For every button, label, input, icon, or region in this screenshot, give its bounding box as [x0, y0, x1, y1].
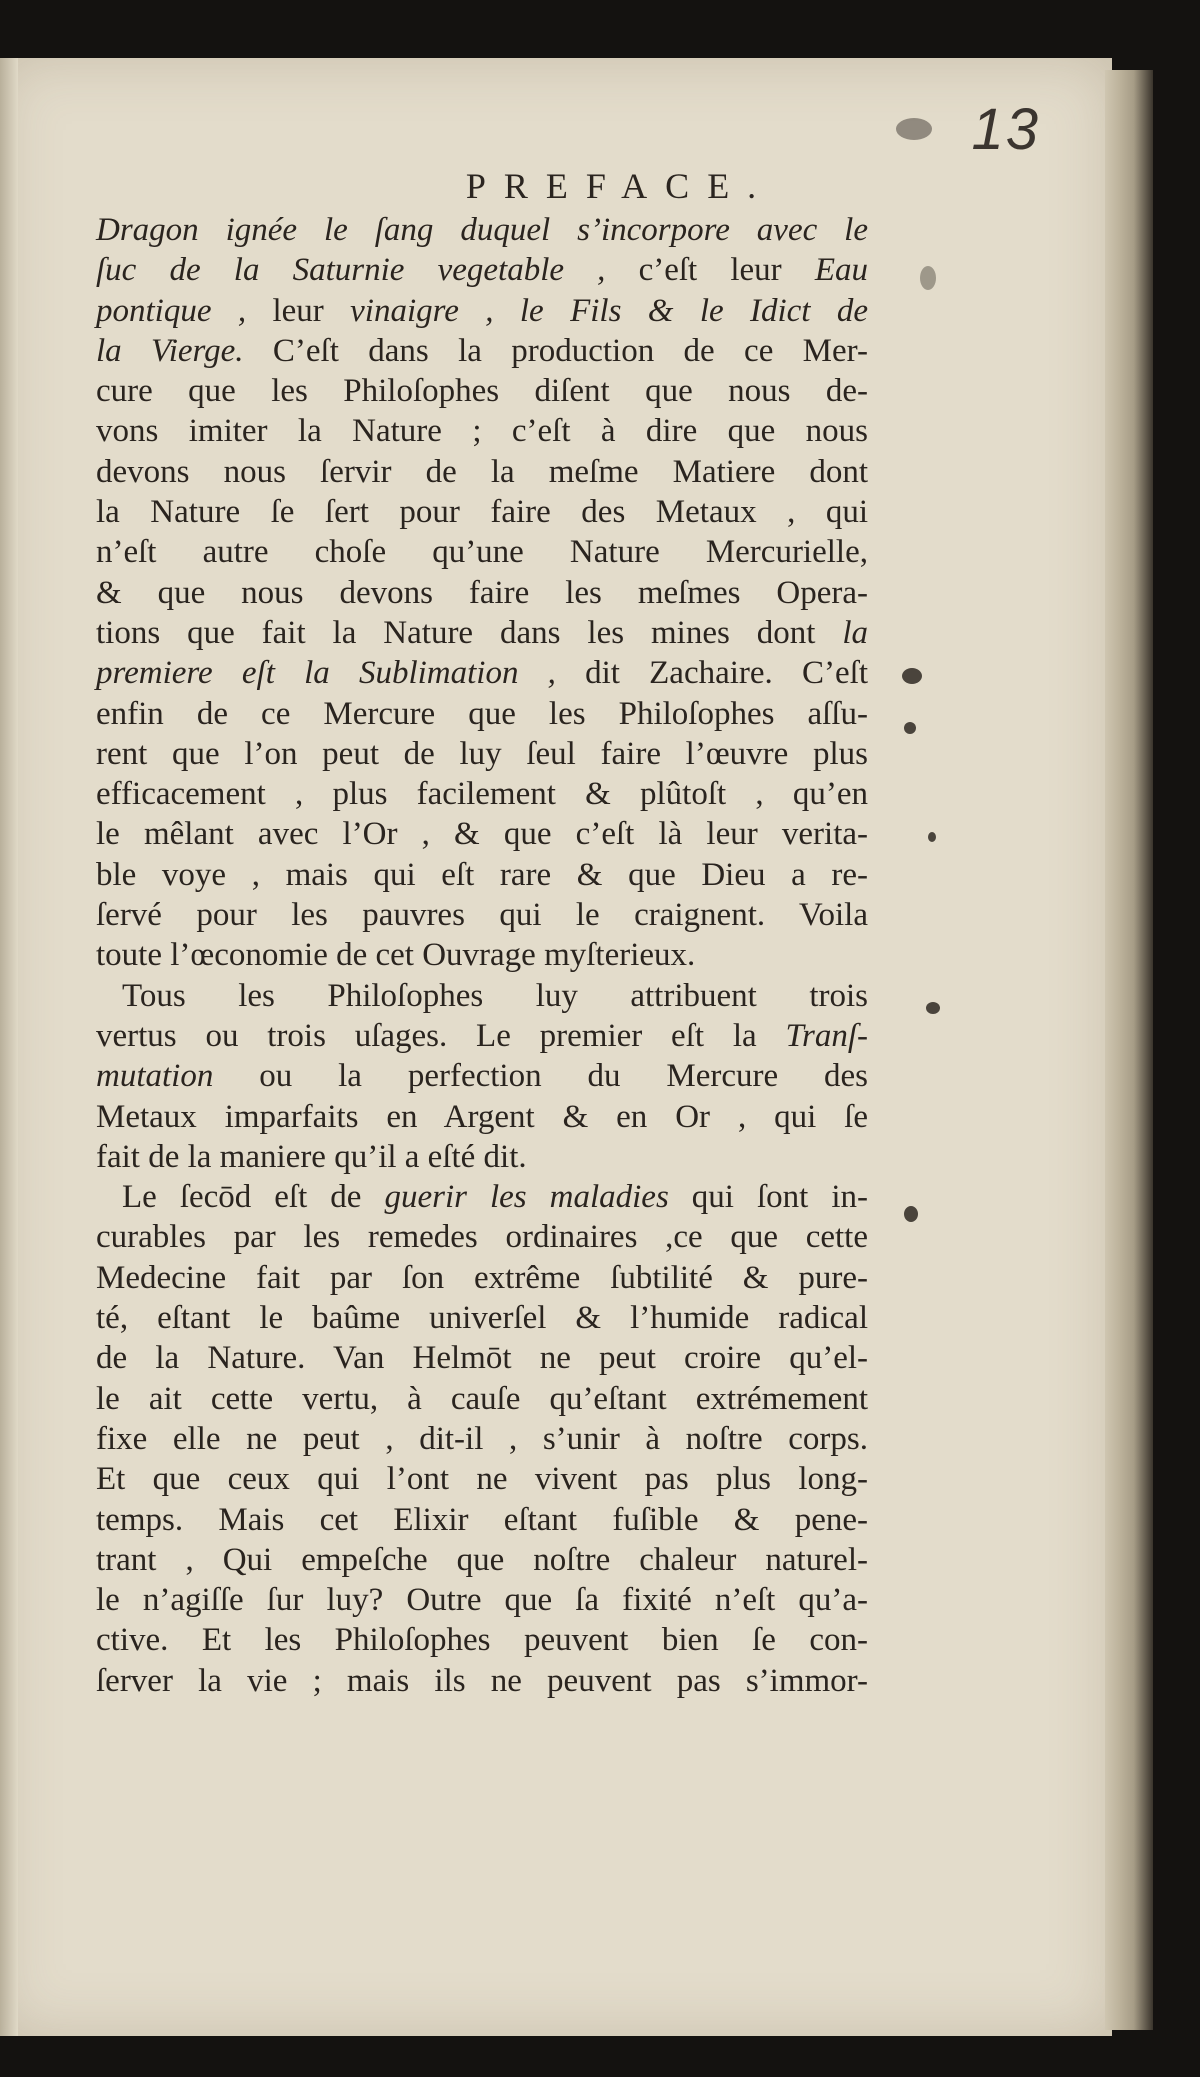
- roman-run: dit Zachaire. C’eſt: [555, 655, 868, 692]
- roman-run: rent que l’on peut de luy ſeul faire l’œuvre plus: [96, 735, 868, 772]
- body-text: [96, 210, 868, 1701]
- roman-run: la Nature ſe ſert pour faire des Metaux , qui: [96, 494, 868, 531]
- page-edge: [1105, 70, 1153, 2030]
- page-number: 13: [971, 97, 1040, 162]
- text-line: [96, 895, 868, 935]
- italic-run: la Vierge.: [96, 332, 244, 369]
- text-line: [96, 613, 868, 653]
- text-line: [96, 250, 868, 290]
- roman-run: ſerver la vie ; mais ils ne peuvent pas s’immor-: [96, 1662, 868, 1699]
- text-line: [96, 694, 868, 734]
- text-line: [96, 1258, 868, 1298]
- roman-run: leur: [246, 292, 351, 329]
- italic-run: mutation: [96, 1058, 214, 1095]
- margin-spot: [928, 832, 936, 842]
- italic-run: guerir les maladies: [384, 1179, 669, 1216]
- text-line: [96, 1620, 868, 1660]
- text-line: [96, 1097, 868, 1137]
- roman-run: toute l’œconomie de cet Ouvrage myſterieux.: [96, 937, 696, 974]
- text-line: [96, 210, 868, 250]
- text-line: [96, 573, 868, 613]
- text-line: [96, 976, 868, 1016]
- roman-run: Medecine fait par ſon extrême ſubtilité & pure-: [96, 1259, 868, 1296]
- roman-run: de la Nature. Van Helmōt ne peut croire qu’el-: [96, 1340, 868, 1377]
- roman-run: vons imiter la Nature ; c’eſt à dire que nous: [96, 413, 868, 450]
- roman-run: enfin de ce Mercure que les Philoſophes aſſu-: [96, 695, 868, 732]
- roman-run: Metaux imparfaits en Argent & en Or , qui ſe: [96, 1098, 868, 1135]
- roman-run: C’eſt dans la production de ce Mer-: [243, 332, 868, 369]
- text-line: [96, 371, 868, 411]
- text-line: [96, 1580, 868, 1620]
- italic-run: premiere eſt la Sublimation ,: [96, 655, 556, 692]
- roman-run: efficacement , plus facilement & plûtoſt , qu’en: [96, 776, 868, 813]
- italic-run: vinaigre , le Fils & le Idict de: [350, 292, 868, 329]
- text-line: [96, 1379, 868, 1419]
- ink-mark-icon: [896, 118, 932, 140]
- roman-run: fixe elle ne peut , dit-il , s’unir à noſtre corps.: [96, 1420, 868, 1457]
- italic-run: Eau: [814, 252, 868, 289]
- text-line: [96, 734, 868, 774]
- text-line: [96, 1137, 868, 1177]
- page-gutter: [0, 58, 18, 2036]
- roman-run: c’eſt leur: [605, 252, 815, 289]
- text-line: [96, 492, 868, 532]
- text-line: [96, 1016, 868, 1056]
- roman-run: qui ſont in-: [668, 1179, 868, 1216]
- text-line: [96, 532, 868, 572]
- roman-run: vertus ou trois uſages. Le premier eſt la: [96, 1017, 786, 1054]
- roman-run: curables par les remedes ordinaires ,ce que cette: [96, 1219, 868, 1256]
- running-head: PREFACE.: [465, 166, 775, 206]
- roman-run: tions que fait la Nature dans les mines dont: [96, 614, 843, 651]
- text-line: [96, 1500, 868, 1540]
- italic-run: Tranſ-: [785, 1017, 868, 1054]
- text-line: [96, 774, 868, 814]
- margin-spot: [904, 722, 916, 734]
- text-line: [96, 855, 868, 895]
- text-line: [96, 1298, 868, 1338]
- text-line: [96, 1661, 868, 1701]
- roman-run: té, eſtant le baûme univerſel & l’humide radical: [96, 1300, 868, 1337]
- text-line: [96, 1540, 868, 1580]
- roman-run: ctive. Et les Philoſophes peuvent bien ſe con-: [96, 1622, 868, 1659]
- text-line: [96, 1217, 868, 1257]
- text-line: [96, 1338, 868, 1378]
- roman-run: Tous les Philoſophes luy attribuent trois: [122, 977, 868, 1014]
- text-line: [96, 452, 868, 492]
- text-line: [96, 1177, 868, 1217]
- roman-run: temps. Mais cet Elixir eſtant fuſible & pene-: [96, 1501, 868, 1538]
- roman-run: le ait cette vertu, à cauſe qu’eſtant extrémement: [96, 1380, 868, 1417]
- roman-run: cure que les Philoſophes diſent que nous de-: [96, 373, 868, 410]
- italic-run: ſuc de la Saturnie vegetable ,: [96, 252, 606, 289]
- roman-run: devons nous ſervir de la meſme Matiere dont: [96, 453, 868, 490]
- text-line: [96, 935, 868, 975]
- roman-run: & que nous devons faire les meſmes Opera-: [96, 574, 868, 611]
- italic-run: la: [842, 614, 868, 651]
- roman-run: ſervé pour les pauvres qui le craignent. Voila: [96, 897, 868, 934]
- margin-spot: [902, 668, 922, 684]
- text-line: [96, 411, 868, 451]
- roman-run: fait de la maniere qu’il a eſté dit.: [96, 1138, 527, 1175]
- text-line: [96, 814, 868, 854]
- roman-run: ble voye , mais qui eſt rare & que Dieu a re-: [96, 856, 868, 893]
- text-line: [96, 653, 868, 693]
- text-line: [96, 291, 868, 331]
- roman-run: le n’agiſſe ſur luy? Outre que ſa fixité n’eſt qu’a-: [96, 1582, 868, 1619]
- roman-run: ou la perfection du Mercure des: [213, 1058, 868, 1095]
- margin-spot: [920, 266, 936, 290]
- roman-run: n’eſt autre choſe qu’une Nature Mercurielle,: [96, 534, 868, 571]
- roman-run: trant , Qui empeſche que noſtre chaleur naturel-: [96, 1541, 868, 1578]
- text-line: [96, 1419, 868, 1459]
- margin-spot: [904, 1206, 918, 1222]
- roman-run: le mêlant avec l’Or , & que c’eſt là leur verita-: [96, 816, 868, 853]
- italic-run: Dragon ignée le ſang duquel s’incorpore avec le: [96, 212, 868, 248]
- roman-run: Et que ceux qui l’ont ne vivent pas plus long-: [96, 1461, 868, 1498]
- roman-run: Le ſecōd eſt de: [122, 1179, 385, 1216]
- italic-run: pontique ,: [96, 292, 247, 329]
- text-line: [96, 331, 868, 371]
- margin-spot: [926, 1002, 940, 1014]
- text-line: [96, 1459, 868, 1499]
- text-line: [96, 1056, 868, 1096]
